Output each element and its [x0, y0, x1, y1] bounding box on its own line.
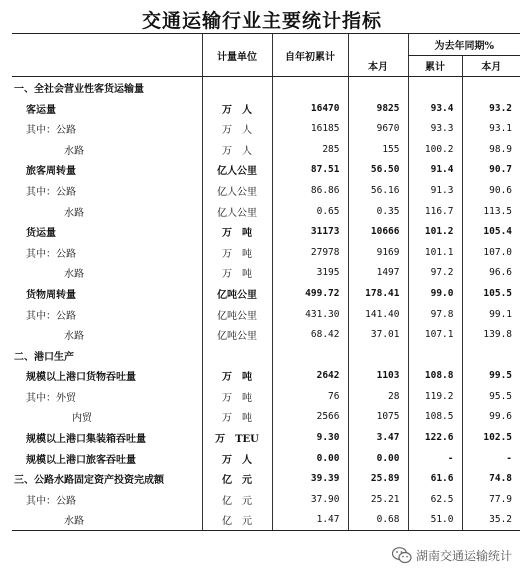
row-cum-pct: 61.6	[408, 468, 462, 489]
row-cum-pct: 97.2	[408, 263, 462, 284]
row-unit: 亿 元	[202, 468, 272, 489]
row-unit: 亿吨公里	[202, 283, 272, 304]
row-month-pct: 102.5	[462, 427, 520, 448]
row-label: 其中：公路	[26, 248, 76, 260]
table-row	[12, 366, 520, 387]
row-cumulative: 0.00	[272, 448, 348, 469]
row-month-pct: 98.9	[462, 139, 520, 160]
table-row	[12, 510, 520, 531]
table-row	[12, 448, 520, 469]
row-label: 其中：外贸	[26, 392, 76, 404]
row-label: 水路	[64, 207, 84, 219]
row-month-pct	[462, 345, 520, 366]
row-unit: 万 吨	[202, 221, 272, 242]
table-row	[12, 139, 520, 160]
row-label: 水路	[12, 510, 202, 531]
page-title: 交通运输行业主要统计指标	[141, 10, 382, 32]
row-label: 规模以上港口货物吞吐量	[26, 372, 136, 384]
row-cum-pct: 93.4	[408, 98, 462, 119]
row-cumulative: 87.51	[272, 160, 348, 181]
table-row	[12, 468, 520, 489]
row-month-pct: 139.8	[462, 324, 520, 345]
row-unit: 亿吨公里	[202, 304, 272, 325]
row-label: 规模以上港口旅客吞吐量	[26, 454, 136, 466]
row-cumulative	[272, 345, 348, 366]
table-row	[12, 407, 520, 428]
row-this-month: 56.16	[348, 180, 408, 201]
row-cum-pct: 100.2	[408, 139, 462, 160]
row-label: 一、全社会营业性客货运输量	[14, 83, 144, 95]
table-row	[12, 201, 520, 222]
header-cum-pct: 累计	[408, 55, 462, 77]
row-unit	[202, 77, 272, 98]
header-cumulative: 自年初累计	[272, 34, 348, 77]
row-unit: 万 人	[202, 118, 272, 139]
row-unit: 万 吨	[202, 407, 272, 428]
row-unit: 亿吨公里	[202, 324, 272, 345]
table-row	[12, 160, 520, 181]
row-month-pct: 99.5	[462, 366, 520, 387]
row-cumulative: 285	[272, 139, 348, 160]
row-month-pct: 113.5	[462, 201, 520, 222]
row-unit: 万 人	[202, 139, 272, 160]
table-body	[12, 77, 520, 531]
row-unit: 万 人	[202, 448, 272, 469]
row-cumulative	[272, 77, 348, 98]
row-unit: 万 吨	[202, 242, 272, 263]
row-month-pct: 93.1	[462, 118, 520, 139]
row-label: 其中：公路	[26, 310, 76, 322]
row-unit: 亿人公里	[202, 201, 272, 222]
table-row	[12, 489, 520, 510]
row-this-month: 9169	[348, 242, 408, 263]
row-cumulative: 16470	[272, 98, 348, 119]
row-this-month: 1075	[348, 407, 408, 428]
row-unit: 万 吨	[202, 366, 272, 387]
row-month-pct: -	[462, 448, 520, 469]
row-cumulative: 76	[272, 386, 348, 407]
row-this-month: 178.41	[348, 283, 408, 304]
table-row	[12, 304, 520, 325]
row-unit: 亿 元	[202, 489, 272, 510]
row-month-pct	[462, 77, 520, 98]
row-cum-pct: 91.3	[408, 180, 462, 201]
table-row	[12, 180, 520, 201]
row-unit: 万 人	[202, 98, 272, 119]
header-blank-cell	[12, 34, 202, 77]
row-this-month: 3.47	[348, 427, 408, 448]
table-row	[12, 283, 520, 304]
row-month-pct: 105.5	[462, 283, 520, 304]
row-cumulative: 16185	[272, 118, 348, 139]
row-cumulative: 68.42	[272, 324, 348, 345]
row-month-pct: 90.6	[462, 180, 520, 201]
table-row	[12, 263, 520, 284]
row-cumulative: 499.72	[272, 283, 348, 304]
row-label: 旅客周转量	[26, 166, 76, 178]
row-this-month: 37.01	[348, 324, 408, 345]
row-cum-pct	[408, 345, 462, 366]
row-label: 水路	[64, 269, 84, 281]
row-cumulative: 1.47	[272, 510, 348, 531]
row-month-pct: 105.4	[462, 221, 520, 242]
watermark-text: 湖南交通运输统计	[415, 548, 512, 563]
table-row	[12, 242, 520, 263]
watermark	[392, 545, 512, 565]
row-cum-pct: 93.3	[408, 118, 462, 139]
wechat-icon	[392, 547, 412, 564]
row-month-pct: 99.6	[462, 407, 520, 428]
header-this-month: 本月	[348, 55, 408, 77]
row-cum-pct	[408, 77, 462, 98]
row-cumulative: 31173	[272, 221, 348, 242]
row-unit: 万 TEU	[202, 427, 272, 448]
row-cum-pct: 97.8	[408, 304, 462, 325]
row-cum-pct: 99.0	[408, 283, 462, 304]
row-this-month	[348, 77, 408, 98]
row-this-month: 141.40	[348, 304, 408, 325]
row-cumulative: 431.30	[272, 304, 348, 325]
header-this-month-blank	[348, 34, 408, 56]
row-cum-pct: 51.0	[408, 510, 462, 531]
header-row-top	[12, 34, 520, 56]
row-this-month: 155	[348, 139, 408, 160]
row-cumulative: 2642	[272, 366, 348, 387]
row-cum-pct: 116.7	[408, 201, 462, 222]
row-cumulative: 3195	[272, 263, 348, 284]
header-month-pct: 本月	[462, 55, 520, 77]
row-label: 水路	[64, 331, 84, 343]
row-cum-pct: 122.6	[408, 427, 462, 448]
row-unit: 亿人公里	[202, 160, 272, 181]
table-row	[12, 427, 520, 448]
row-label: 其中：公路	[26, 125, 76, 137]
row-this-month: 10666	[348, 221, 408, 242]
row-month-pct: 95.5	[462, 386, 520, 407]
row-cum-pct: 108.8	[408, 366, 462, 387]
row-label: 货运量	[26, 228, 56, 240]
row-cumulative: 39.39	[272, 468, 348, 489]
row-this-month: 9825	[348, 98, 408, 119]
row-this-month: 56.50	[348, 160, 408, 181]
row-label: 货物周转量	[26, 289, 76, 301]
row-cum-pct: 62.5	[408, 489, 462, 510]
row-month-pct: 93.2	[462, 98, 520, 119]
row-month-pct: 35.2	[462, 510, 520, 531]
row-this-month: 0.00	[348, 448, 408, 469]
table-row	[12, 98, 520, 119]
header-yoy-group: 为去年同期%	[408, 34, 520, 56]
row-this-month: 1103	[348, 366, 408, 387]
row-unit: 亿人公里	[202, 180, 272, 201]
row-this-month: 0.35	[348, 201, 408, 222]
table-row	[12, 324, 520, 345]
row-this-month: 25.21	[348, 489, 408, 510]
row-cumulative: 37.90	[272, 489, 348, 510]
row-label: 三、公路水路固定资产投资完成额	[14, 475, 164, 487]
row-this-month	[348, 345, 408, 366]
row-cum-pct: 119.2	[408, 386, 462, 407]
row-label: 水路	[64, 145, 84, 157]
row-this-month: 0.68	[348, 510, 408, 531]
table-row	[12, 221, 520, 242]
row-label: 内贸	[72, 413, 92, 425]
row-label: 其中：公路	[26, 186, 76, 198]
stats-table	[12, 33, 520, 531]
row-month-pct: 99.1	[462, 304, 520, 325]
row-cumulative: 86.86	[272, 180, 348, 201]
row-month-pct: 107.0	[462, 242, 520, 263]
row-this-month: 1497	[348, 263, 408, 284]
row-cum-pct: 107.1	[408, 324, 462, 345]
row-unit	[202, 345, 272, 366]
row-cumulative: 27978	[272, 242, 348, 263]
row-label: 二、港口生产	[14, 351, 74, 363]
row-cum-pct: 101.1	[408, 242, 462, 263]
row-cum-pct: 101.2	[408, 221, 462, 242]
header-unit: 计量单位	[202, 34, 272, 77]
table-row	[12, 345, 520, 366]
row-month-pct: 77.9	[462, 489, 520, 510]
row-this-month: 25.89	[348, 468, 408, 489]
row-label: 客运量	[26, 104, 56, 116]
row-unit: 万 吨	[202, 386, 272, 407]
table-row	[12, 77, 520, 98]
table-row	[12, 118, 520, 139]
row-cum-pct: -	[408, 448, 462, 469]
row-month-pct: 96.6	[462, 263, 520, 284]
row-label: 其中：公路	[26, 495, 76, 507]
row-cum-pct: 108.5	[408, 407, 462, 428]
row-cumulative: 2566	[272, 407, 348, 428]
row-label: 规模以上港口集装箱吞吐量	[26, 434, 146, 446]
row-month-pct: 90.7	[462, 160, 520, 181]
row-unit: 万 吨	[202, 263, 272, 284]
table-row	[12, 386, 520, 407]
row-cum-pct: 91.4	[408, 160, 462, 181]
row-month-pct: 74.8	[462, 468, 520, 489]
row-this-month: 28	[348, 386, 408, 407]
row-cumulative: 0.65	[272, 201, 348, 222]
row-cumulative: 9.30	[272, 427, 348, 448]
row-unit: 亿 元	[202, 510, 272, 531]
row-this-month: 9670	[348, 118, 408, 139]
